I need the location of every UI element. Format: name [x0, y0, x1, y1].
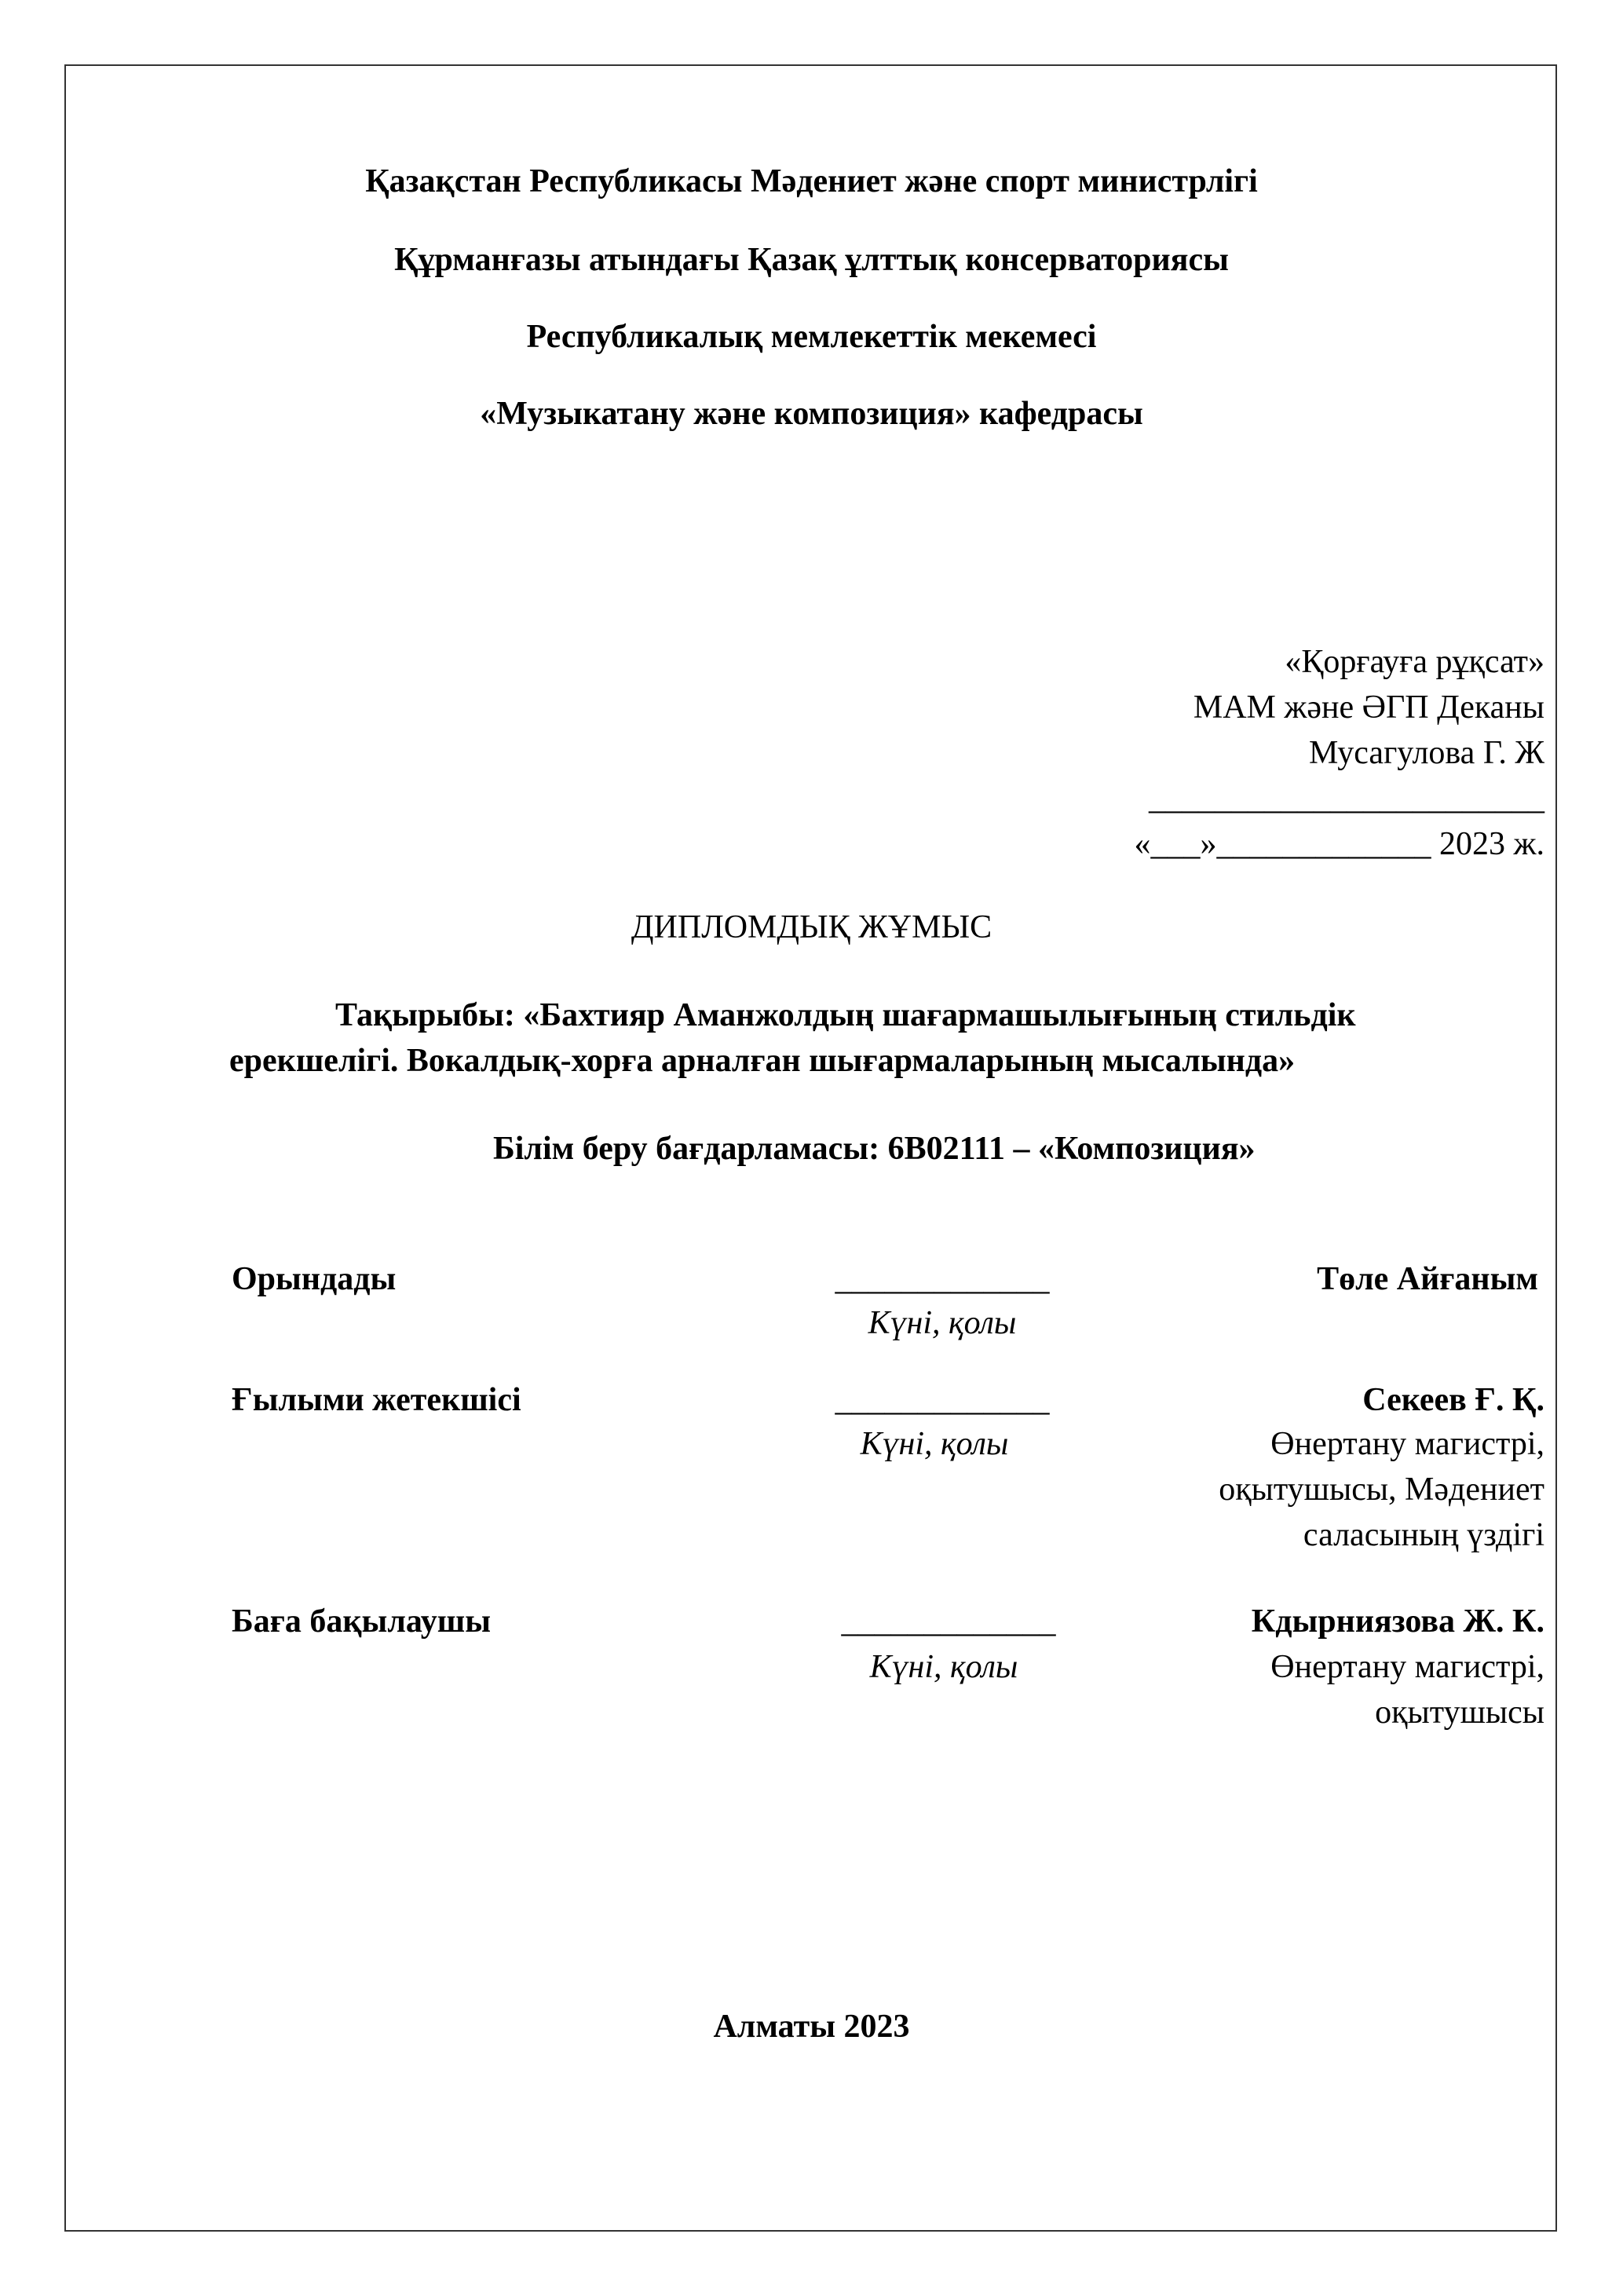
signature-detail: оқытушысы	[1375, 1695, 1544, 1731]
signature-caption: Күні, қолы	[869, 1649, 1018, 1685]
signature-caption: Күні, қолы	[860, 1426, 1009, 1462]
signature-line: _____________	[841, 1603, 1056, 1640]
dean-signature-line: ________________________	[1149, 781, 1544, 817]
ministry-heading: Қазақстан Республикасы Мәдениет және спорт министрлігі	[365, 163, 1258, 199]
permission-label: «Қорғауға рұқсат»	[1285, 644, 1544, 680]
education-program: Білім беру бағдарламасы: 6В02111 – «Композиция»	[493, 1131, 1256, 1167]
city-year: Алматы 2023	[713, 2009, 910, 2045]
signature-role: Баға бақылаушы	[232, 1603, 492, 1640]
approval-date-line: «___»_____________ 2023 ж.	[1134, 826, 1544, 862]
signature-detail: саласының үздігі	[1303, 1517, 1544, 1553]
topic-line-2: ерекшелігі. Вокалдық-хорға арналған шығармаларының мысалында»	[229, 1043, 1296, 1079]
signature-line: _____________	[835, 1382, 1050, 1418]
signature-detail: оқытушысы, Мәдениет	[1219, 1472, 1544, 1508]
signature-name: Секеев Ғ. Қ.	[1362, 1382, 1544, 1418]
signature-name: Кдырниязова Ж. К.	[1251, 1603, 1544, 1640]
signature-detail: Өнертану магистрі,	[1270, 1426, 1544, 1462]
signature-role: Ғылыми жетекшісі	[232, 1382, 521, 1418]
signature-detail: Өнертану магистрі,	[1270, 1649, 1544, 1685]
signature-role: Орындады	[232, 1261, 397, 1297]
institution-heading: Республикалық мемлекеттік мекемесі	[526, 319, 1097, 355]
topic-line-1: Тақырыбы: «Бахтияр Аманжолдың шағармашылығының стильдік	[335, 997, 1356, 1033]
dean-name: Мусагулова Г. Ж	[1308, 735, 1544, 771]
signature-line: _____________	[835, 1261, 1050, 1297]
conservatory-heading: Құрманғазы атындағы Қазақ ұлттық консерваториясы	[394, 242, 1229, 278]
signature-caption: Күні, қолы	[868, 1305, 1017, 1341]
signature-name: Төле Айғаным	[1317, 1261, 1538, 1297]
department-heading: «Музыкатану және композиция» кафедрасы	[480, 396, 1143, 432]
document-title: ДИПЛОМДЫҚ ЖҰМЫС	[631, 909, 992, 945]
dean-title: МАМ және ӘГП Деканы	[1193, 689, 1544, 726]
